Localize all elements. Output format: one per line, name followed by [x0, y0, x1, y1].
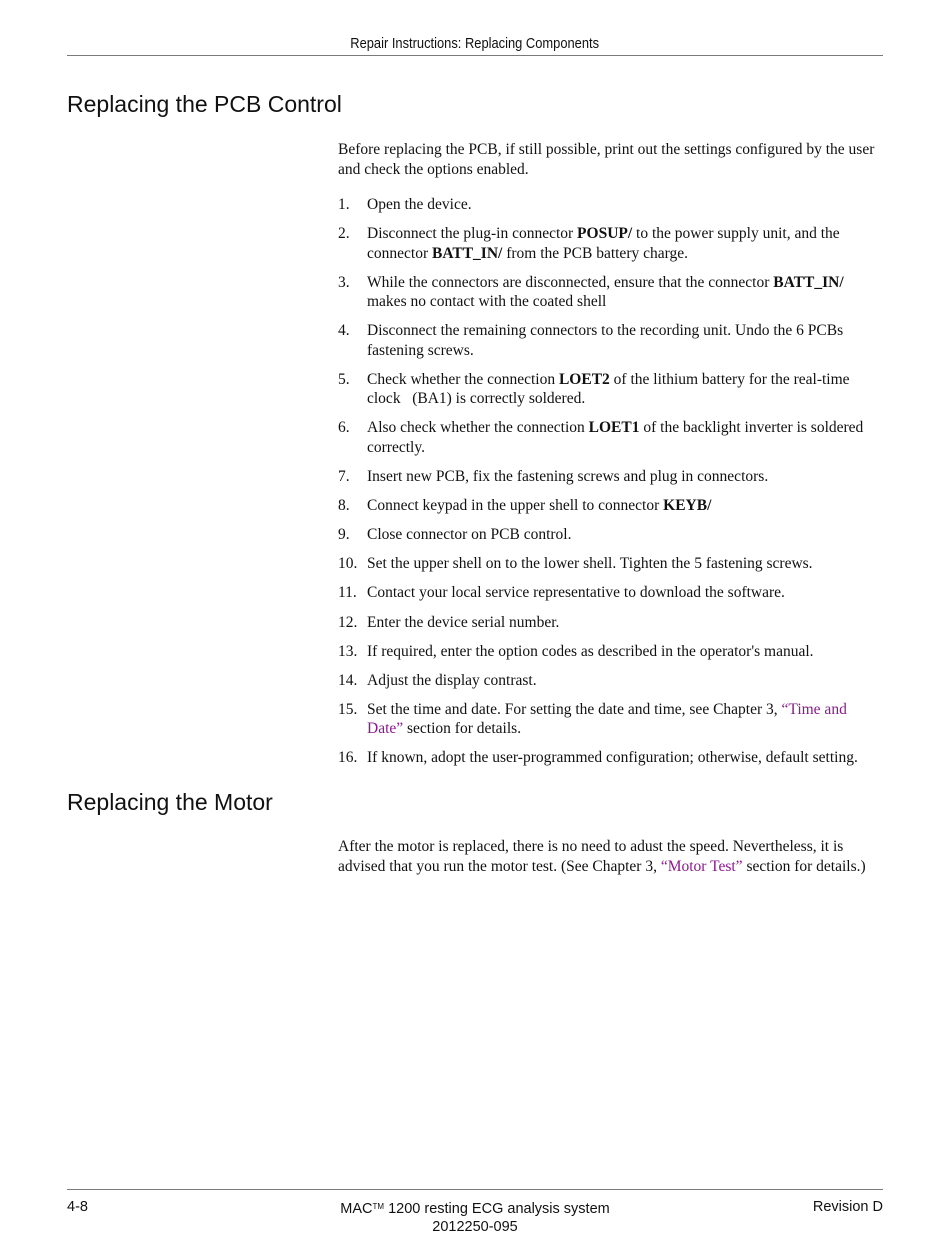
- document-number: 2012250-095: [432, 1219, 518, 1235]
- step-number: 7.: [338, 468, 350, 486]
- step-number: 14.: [338, 671, 358, 689]
- list-item: [338, 370, 886, 409]
- step-text: Check whether the connection: [367, 370, 559, 388]
- step-number: 2.: [338, 225, 350, 243]
- step-number: 12.: [338, 613, 358, 631]
- step-number: 4.: [338, 322, 350, 340]
- step-text: If known, adopt the user-programmed configuration; otherwise, default setting.: [367, 749, 858, 767]
- product-prefix: MAC: [340, 1201, 373, 1217]
- connector-name: LOET1: [588, 419, 640, 437]
- step-text: Open the device.: [367, 196, 472, 213]
- motor-test-link[interactable]: “Motor Test”: [660, 857, 743, 875]
- connector-name: LOET2: [558, 370, 610, 388]
- motor-text: section for details.): [742, 857, 866, 875]
- list-item: [338, 321, 886, 360]
- step-text: of the lithium battery for the real-time clock (BA1) is correctly soldered.: [367, 370, 854, 408]
- step-number: 13.: [338, 642, 358, 660]
- step-text: Disconnect the remaining connectors to the recording unit. Undo the 6 PCBs fastening screws.: [367, 322, 844, 359]
- step-number: 11.: [338, 584, 357, 602]
- step-text: While the connectors are disconnected, ensure that the connector: [367, 273, 774, 291]
- step-number: 8.: [338, 497, 350, 515]
- list-item: [338, 273, 886, 312]
- list-item: [338, 671, 886, 691]
- step-text: Connect keypad in the upper shell to connector: [367, 497, 664, 515]
- step-number: 3.: [338, 273, 350, 291]
- step-number: 6.: [338, 419, 350, 437]
- steps-list: [338, 195, 886, 778]
- motor-paragraph: [338, 837, 886, 876]
- step-text: Enter the device serial number.: [367, 613, 560, 631]
- list-item: [338, 554, 886, 574]
- list-item: [338, 467, 886, 487]
- step-number: 16.: [338, 749, 358, 767]
- step-text: Insert new PCB, fix the fastening screws and plug in connectors.: [367, 468, 769, 486]
- section-heading-motor: Replacing the Motor: [67, 789, 273, 815]
- step-text: makes no contact with the coated shell: [367, 293, 607, 311]
- intro-paragraph: Before replacing the PCB, if still possible, print out the settings configured by the user and check the options enabled.: [338, 141, 875, 178]
- product-suffix: 1200 resting ECG analysis system: [384, 1201, 610, 1217]
- list-item: [338, 613, 886, 633]
- list-item: [338, 525, 886, 545]
- step-number: 10.: [338, 555, 358, 573]
- step-text: Set the time and date. For setting the date and time, see Chapter 3,: [367, 700, 782, 718]
- step-text: from the PCB battery charge.: [502, 244, 688, 262]
- step-text: to the power supply unit, and the connector: [367, 225, 840, 262]
- step-number: 1.: [338, 196, 350, 213]
- list-item: [338, 748, 886, 768]
- product-name: [275, 1198, 675, 1218]
- time-and-date-link[interactable]: “Time and Date”: [367, 700, 847, 738]
- step-text: section for details.: [403, 720, 522, 738]
- step-text: Disconnect the plug-in connector: [367, 225, 578, 243]
- list-item: [338, 496, 886, 516]
- revision-label: Revision D: [812, 1199, 883, 1215]
- step-number: 5.: [338, 370, 350, 388]
- step-text: Also check whether the connection: [367, 419, 589, 437]
- step-text: Adjust the display contrast.: [367, 671, 537, 689]
- motor-text: After the motor is replaced, there is no need to adust the speed. Nevertheless, it is advised that you run the motor test. (See Chapter 3,: [338, 838, 844, 875]
- header-title: Repair Instructions: Replacing Components: [350, 35, 600, 52]
- step-text: of the backlight inverter is soldered correctly.: [367, 419, 864, 456]
- list-item: [338, 700, 886, 739]
- connector-name: BATT_IN/: [773, 273, 844, 291]
- footer-rule: [67, 1189, 883, 1190]
- connector-name: POSUP/: [577, 225, 633, 243]
- list-item: [338, 642, 886, 662]
- section-heading-pcb: Replacing the PCB Control: [67, 91, 342, 117]
- list-item: [338, 583, 886, 603]
- connector-name: BATT_IN/: [431, 244, 503, 262]
- step-text: If required, enter the option codes as described in the operator's manual.: [367, 642, 814, 660]
- step-text: Set the upper shell on to the lower shell. Tighten the 5 fastening screws.: [367, 555, 813, 573]
- page-header: [67, 34, 883, 56]
- step-text: Close connector on PCB control.: [367, 526, 572, 544]
- list-item: [338, 195, 886, 215]
- step-number: 9.: [338, 526, 350, 544]
- page-number: 4-8: [67, 1199, 88, 1215]
- trademark-mark: TM: [372, 1202, 385, 1211]
- step-number: 15.: [338, 700, 358, 718]
- step-text: Contact your local service representative to download the software.: [367, 584, 785, 602]
- connector-name: KEYB/: [663, 497, 712, 515]
- footer-product: [275, 1198, 675, 1236]
- list-item: [338, 418, 886, 457]
- list-item: [338, 224, 886, 263]
